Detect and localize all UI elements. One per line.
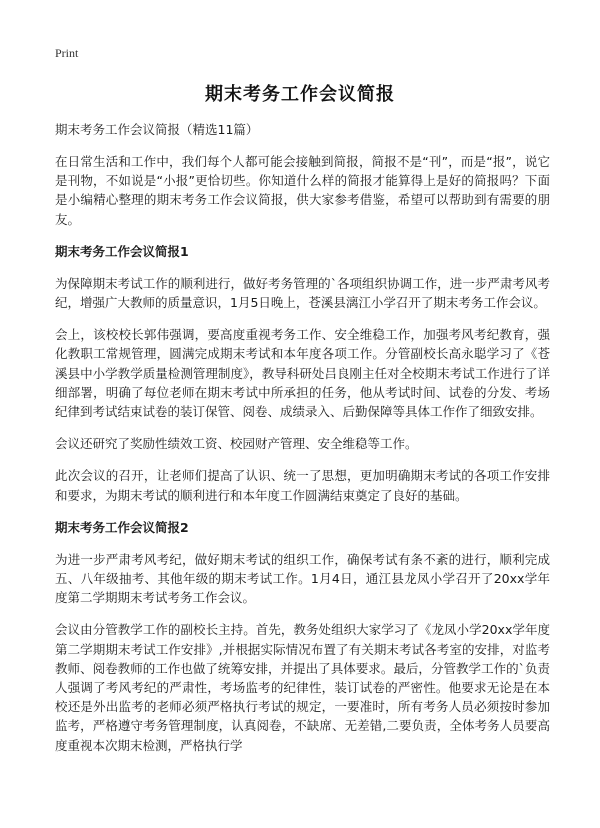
section-heading: 期末考务工作会议简报1 <box>55 243 189 259</box>
paragraph: 为保障期末考试工作的顺利进行，做好考务管理的`各项组织协调工作，进一步严肃考风考纪，增强广大教师的质量意识，1月5日晚上，苍溪县漓江小学召开了期末考务工作会议。 <box>55 275 550 311</box>
document-title: 期末考务工作会议简报 <box>205 84 395 105</box>
section-1 <box>55 242 550 505</box>
paragraph: 会议由分管教学工作的副校长主持。首先，教务处组织大家学习了《龙凤小学20xx学年度第二学期期末考试工作安排》,并根据实际情况布置了有关期末考试各考室的安排，对监考教师、阅卷教师的工作也做了统筹安排，并提出了具体要求。最后，分管教学工作的`负责人强调了考风考纪的严肃性，考场监考的纪律性，装订试卷的严密性。他要求无论是在本校还是外出监考的老师必须严格执行考试的规定，一要准时，所有考务人员必须按时参加监考，严格遵守考务管理制度，认真阅卷，不缺席、无差错,二要负责，全体考务人员要高度重视本次期末检测，严格执行学 <box>55 622 550 753</box>
article-body <box>55 120 550 768</box>
paragraph: 为进一步严肃考风考纪，做好期末考试的组织工作，确保考试有条不紊的进行，顺利完成五、八年级抽考、其他年级的期末考试工作。1月4日，通江县龙凤小学召开了20xx学年度第二学期期末考试考务工作会议。 <box>55 551 550 606</box>
section-2 <box>55 518 550 755</box>
intro-paragraph: 在日常生活和工作中，我们每个人都可能会接触到简报，简报不是“刊”，而是“报”，说它是刊物，不如说是“小报”更恰切些。你知道什么样的简报才能算得上是好的简报吗？下面是小编精心整理的期末考务工作会议简报，供大家参考借鉴，希望可以帮助到有需要的朋友。 <box>55 154 550 227</box>
print-link[interactable]: Print <box>55 46 79 60</box>
section-heading: 期末考务工作会议简报2 <box>55 519 189 535</box>
paragraph: 会上，该校校长郭伟强调，要高度重视考务工作、安全维稳工作，加强考风考纪教育，强化教职工常规管理，圆满完成期末考试和本年度各项工作。分管副校长高永聪学习了《苍溪县中小学教学质量检测管理制度》，教导科研处吕良刚主任对全校期末考试工作进行了详细部署，明确了每位老师在期末考试中所承担的任务，他从考试时间、试卷的分发、考场纪律到考试结束试卷的装订保管、阅卷、成绩录入、后勤保障等具体工作作了细致安排。 <box>55 327 550 420</box>
paragraph: 此次会议的召开，让老师们提高了认识、统一了思想，更加明确期末考试的各项工作安排和要求，为期末考试的顺利进行和本年度工作圆满结束奠定了良好的基础。 <box>55 468 550 503</box>
article-subtitle: 期末考务工作会议简报（精选11篇） <box>55 122 259 137</box>
paragraph: 会议还研究了奖励性绩效工资、校园财产管理、安全维稳等工作。 <box>55 436 418 452</box>
